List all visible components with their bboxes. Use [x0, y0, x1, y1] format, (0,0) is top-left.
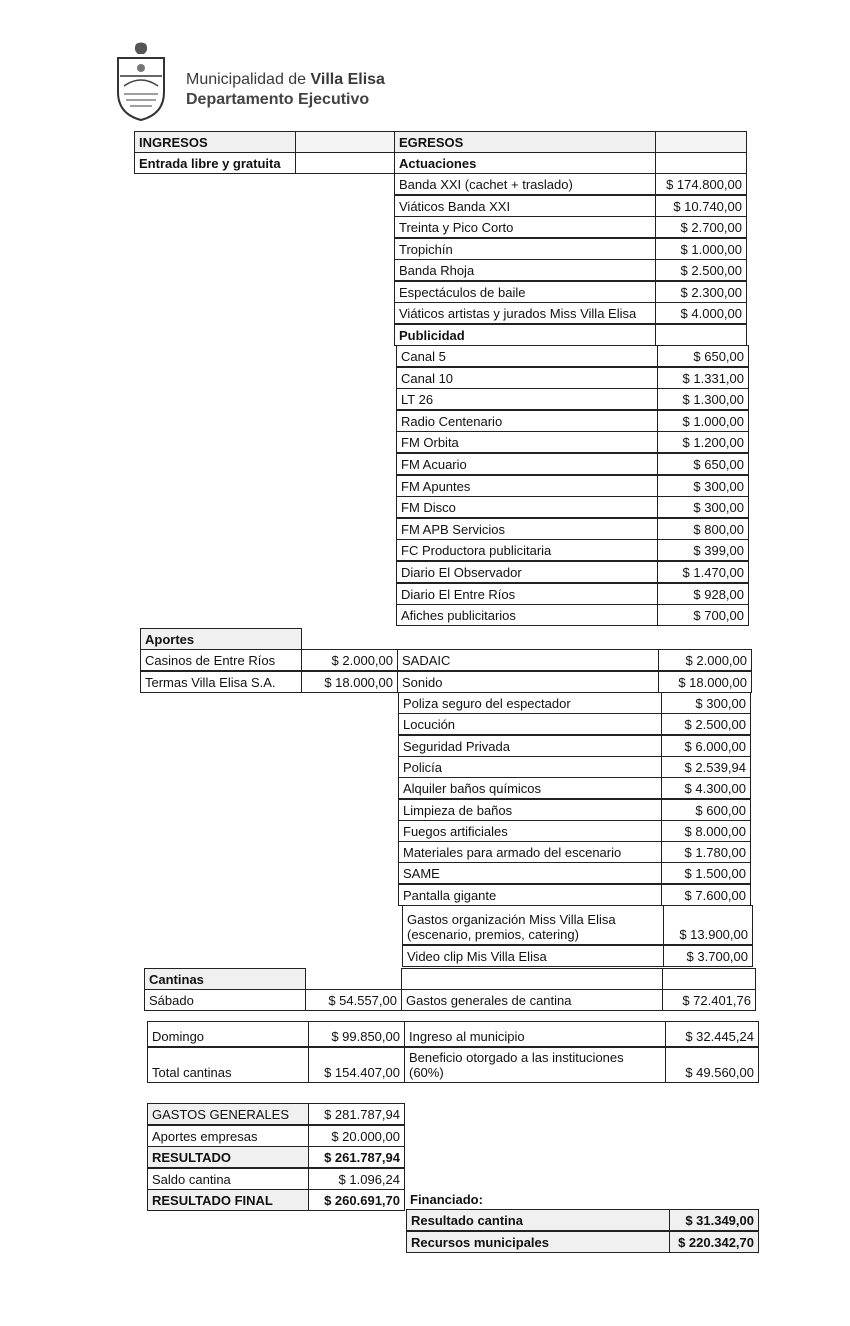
- item-label: Tropichín: [394, 238, 656, 260]
- egresos-header: EGRESOS: [394, 131, 656, 153]
- item-label: Fuegos artificiales: [398, 820, 662, 842]
- item-value: $ 6.000,00: [661, 735, 751, 757]
- total-cantinas-label: Total cantinas: [147, 1047, 309, 1083]
- publicidad-row: [396, 453, 749, 475]
- item-value: $ 700,00: [657, 604, 749, 626]
- summary-value: $ 281.787,94: [308, 1103, 405, 1125]
- item-value: $ 2.500,00: [655, 259, 747, 281]
- ingreso-municipio-value: $ 32.445,24: [665, 1021, 759, 1047]
- item-value: $ 300,00: [657, 475, 749, 497]
- item-value: $ 2.500,00: [661, 713, 751, 735]
- municipality-name: Municipalidad de Villa Elisa: [186, 71, 385, 88]
- egreso-row: [398, 735, 751, 757]
- item-label: Materiales para armado del escenario: [398, 841, 662, 863]
- egreso-row: [398, 777, 751, 799]
- item-label: SAME: [398, 862, 662, 884]
- summary-row: [147, 1146, 405, 1168]
- sabado-value: $ 54.557,00: [305, 989, 402, 1011]
- summary-value: $ 261.787,94: [308, 1146, 405, 1168]
- item-label: Seguridad Privada: [398, 735, 662, 757]
- sabado-label: Sábado: [144, 989, 306, 1011]
- item-label: FC Productora publicitaria: [396, 539, 658, 561]
- financiado-item-label: Recursos municipales: [406, 1231, 670, 1253]
- empty-cell: [295, 131, 395, 153]
- publicidad-row: [396, 345, 749, 367]
- publicidad-header-row: [394, 324, 747, 346]
- egreso-value: $ 2.000,00: [658, 649, 752, 671]
- financiado-item-label: Resultado cantina: [406, 1209, 670, 1231]
- item-value: $ 8.000,00: [661, 820, 751, 842]
- domingo-value: $ 99.850,00: [308, 1021, 405, 1047]
- egreso-row: [398, 756, 751, 778]
- aportes-header: Aportes: [140, 628, 302, 650]
- total-cantinas-row: [147, 1047, 759, 1083]
- egreso-row: [398, 692, 751, 714]
- publicidad-row: [396, 367, 749, 389]
- item-value: $ 2.300,00: [655, 281, 747, 303]
- summary-value: $ 260.691,70: [308, 1189, 405, 1211]
- item-value: $ 650,00: [657, 345, 749, 367]
- publicidad-row: [396, 410, 749, 432]
- summary-row: [147, 1189, 405, 1211]
- publicidad-row: [396, 604, 749, 626]
- item-label: Banda XXI (cachet + traslado): [394, 173, 656, 195]
- empty-cell: [305, 968, 402, 990]
- publicidad-row: [396, 518, 749, 540]
- aportes-header-row: [140, 628, 302, 650]
- egreso-value: $ 18.000,00: [658, 671, 752, 693]
- summary-label: GASTOS GENERALES: [147, 1103, 309, 1125]
- publicidad-row: [396, 431, 749, 453]
- entrada-row: [134, 152, 747, 174]
- item-label: FM Acuario: [396, 453, 658, 475]
- cell-text-line: (60%): [409, 1065, 444, 1080]
- empty-cell: [655, 152, 747, 174]
- item-value: $ 1.300,00: [657, 388, 749, 410]
- publicidad-row: [396, 388, 749, 410]
- actuacion-row: [394, 173, 747, 195]
- empty-cell: [655, 131, 747, 153]
- empty-cell: [295, 152, 395, 174]
- domingo-label: Domingo: [147, 1021, 309, 1047]
- item-label: Policía: [398, 756, 662, 778]
- item-value: $ 928,00: [657, 583, 749, 605]
- actuacion-row: [394, 238, 747, 260]
- publicidad-row: [396, 475, 749, 497]
- financiado-item-value: $ 31.349,00: [669, 1209, 759, 1231]
- video-row: [402, 945, 753, 967]
- publicidad-row: [396, 496, 749, 518]
- aporte-value: $ 2.000,00: [301, 649, 398, 671]
- item-label: Canal 5: [396, 345, 658, 367]
- item-value: $ 1.470,00: [657, 561, 749, 583]
- empty-cell: [655, 324, 747, 346]
- item-label: LT 26: [396, 388, 658, 410]
- item-label: Espectáculos de baile: [394, 281, 656, 303]
- cell-text-line: Beneficio otorgado a las instituciones: [409, 1050, 624, 1065]
- financiado-item-value: $ 220.342,70: [669, 1231, 759, 1253]
- summary-label: Aportes empresas: [147, 1125, 309, 1147]
- beneficio-label: [404, 1047, 666, 1083]
- municipal-seal-icon: [110, 42, 172, 122]
- item-label: Alquiler baños químicos: [398, 777, 662, 799]
- gastos-cantina-value: $ 72.401,76: [662, 989, 756, 1011]
- item-label: Banda Rhoja: [394, 259, 656, 281]
- summary-row: [147, 1168, 405, 1190]
- egreso-row: [398, 841, 751, 863]
- cell-text-line: Gastos organización Miss Villa Elisa: [407, 912, 616, 927]
- entrada-label: Entrada libre y gratuita: [134, 152, 296, 174]
- egreso-label: Sonido: [397, 671, 659, 693]
- item-label: Treinta y Pico Corto: [394, 216, 656, 238]
- domingo-row: [147, 1021, 759, 1047]
- item-value: $ 600,00: [661, 799, 751, 821]
- actuaciones-header: Actuaciones: [394, 152, 656, 174]
- beneficio-value: $ 49.560,00: [665, 1047, 759, 1083]
- video-label: Video clip Mis Villa Elisa: [402, 945, 664, 967]
- item-label: FM APB Servicios: [396, 518, 658, 540]
- item-label: Afiches publicitarios: [396, 604, 658, 626]
- department-name: Departamento Ejecutivo: [186, 91, 370, 108]
- egreso-label: SADAIC: [397, 649, 659, 671]
- item-value: $ 2.539,94: [661, 756, 751, 778]
- item-value: $ 300,00: [657, 496, 749, 518]
- financiado-label: Financiado:: [410, 1192, 483, 1207]
- summary-row: [147, 1125, 405, 1147]
- cantinas-header-row: [144, 968, 756, 990]
- item-value: $ 4.000,00: [655, 302, 747, 324]
- item-label: FM Disco: [396, 496, 658, 518]
- publicidad-row: [396, 583, 749, 605]
- item-label: FM Orbita: [396, 431, 658, 453]
- item-value: $ 1.780,00: [661, 841, 751, 863]
- header-row: [134, 131, 747, 153]
- sabado-row: [144, 989, 756, 1011]
- item-label: Diario El Entre Ríos: [396, 583, 658, 605]
- summary-value: $ 1.096,24: [308, 1168, 405, 1190]
- aporte-row: [140, 649, 752, 671]
- gastos-cantina-label: Gastos generales de cantina: [401, 989, 663, 1011]
- ingresos-header: INGRESOS: [134, 131, 296, 153]
- item-value: $ 174.800,00: [655, 173, 747, 195]
- actuacion-row: [394, 281, 747, 303]
- item-label: Locución: [398, 713, 662, 735]
- cantinas-header: Cantinas: [144, 968, 306, 990]
- summary-value: $ 20.000,00: [308, 1125, 405, 1147]
- item-value: $ 399,00: [657, 539, 749, 561]
- item-label: Radio Centenario: [396, 410, 658, 432]
- item-value: $ 650,00: [657, 453, 749, 475]
- empty-cell: [662, 968, 756, 990]
- financiado-row: [406, 1209, 759, 1231]
- item-label: Diario El Observador: [396, 561, 658, 583]
- item-value: $ 1.000,00: [657, 410, 749, 432]
- item-label: Pantalla gigante: [398, 884, 662, 906]
- aporte-row: [140, 671, 752, 693]
- egreso-row: [398, 884, 751, 906]
- item-value: $ 2.700,00: [655, 216, 747, 238]
- summary-label: RESULTADO FINAL: [147, 1189, 309, 1211]
- item-value: $ 1.000,00: [655, 238, 747, 260]
- item-value: $ 1.500,00: [661, 862, 751, 884]
- publicidad-row: [396, 539, 749, 561]
- summary-row: [147, 1103, 405, 1125]
- gastos-miss-label: [402, 905, 664, 945]
- egreso-row: [398, 820, 751, 842]
- summary-label: RESULTADO: [147, 1146, 309, 1168]
- total-cantinas-value: $ 154.407,00: [308, 1047, 405, 1083]
- gastos-miss-row: [402, 905, 753, 945]
- aporte-label: Termas Villa Elisa S.A.: [140, 671, 302, 693]
- summary-label: Saldo cantina: [147, 1168, 309, 1190]
- item-value: $ 300,00: [661, 692, 751, 714]
- item-label: Limpieza de baños: [398, 799, 662, 821]
- egreso-row: [398, 799, 751, 821]
- aporte-label: Casinos de Entre Ríos: [140, 649, 302, 671]
- item-label: Viáticos Banda XXI: [394, 195, 656, 217]
- item-value: $ 10.740,00: [655, 195, 747, 217]
- item-label: FM Apuntes: [396, 475, 658, 497]
- financiado-row: [406, 1231, 759, 1253]
- actuacion-row: [394, 216, 747, 238]
- item-value: $ 7.600,00: [661, 884, 751, 906]
- item-label: Viáticos artistas y jurados Miss Villa Elisa: [394, 302, 656, 324]
- video-value: $ 3.700,00: [663, 945, 753, 967]
- empty-cell: [401, 968, 663, 990]
- item-value: $ 4.300,00: [661, 777, 751, 799]
- egreso-row: [398, 713, 751, 735]
- aporte-value: $ 18.000,00: [301, 671, 398, 693]
- item-label: Poliza seguro del espectador: [398, 692, 662, 714]
- ingreso-municipio-label: Ingreso al municipio: [404, 1021, 666, 1047]
- item-value: $ 800,00: [657, 518, 749, 540]
- actuacion-row: [394, 195, 747, 217]
- item-label: Canal 10: [396, 367, 658, 389]
- egreso-row: [398, 862, 751, 884]
- publicidad-header: Publicidad: [394, 324, 656, 346]
- actuacion-row: [394, 259, 747, 281]
- item-value: $ 1.200,00: [657, 431, 749, 453]
- publicidad-row: [396, 561, 749, 583]
- item-value: $ 1.331,00: [657, 367, 749, 389]
- cell-text-line: (escenario, premios, catering): [407, 927, 579, 942]
- gastos-miss-value: $ 13.900,00: [663, 905, 753, 945]
- actuacion-row: [394, 302, 747, 324]
- letterhead: [110, 42, 430, 122]
